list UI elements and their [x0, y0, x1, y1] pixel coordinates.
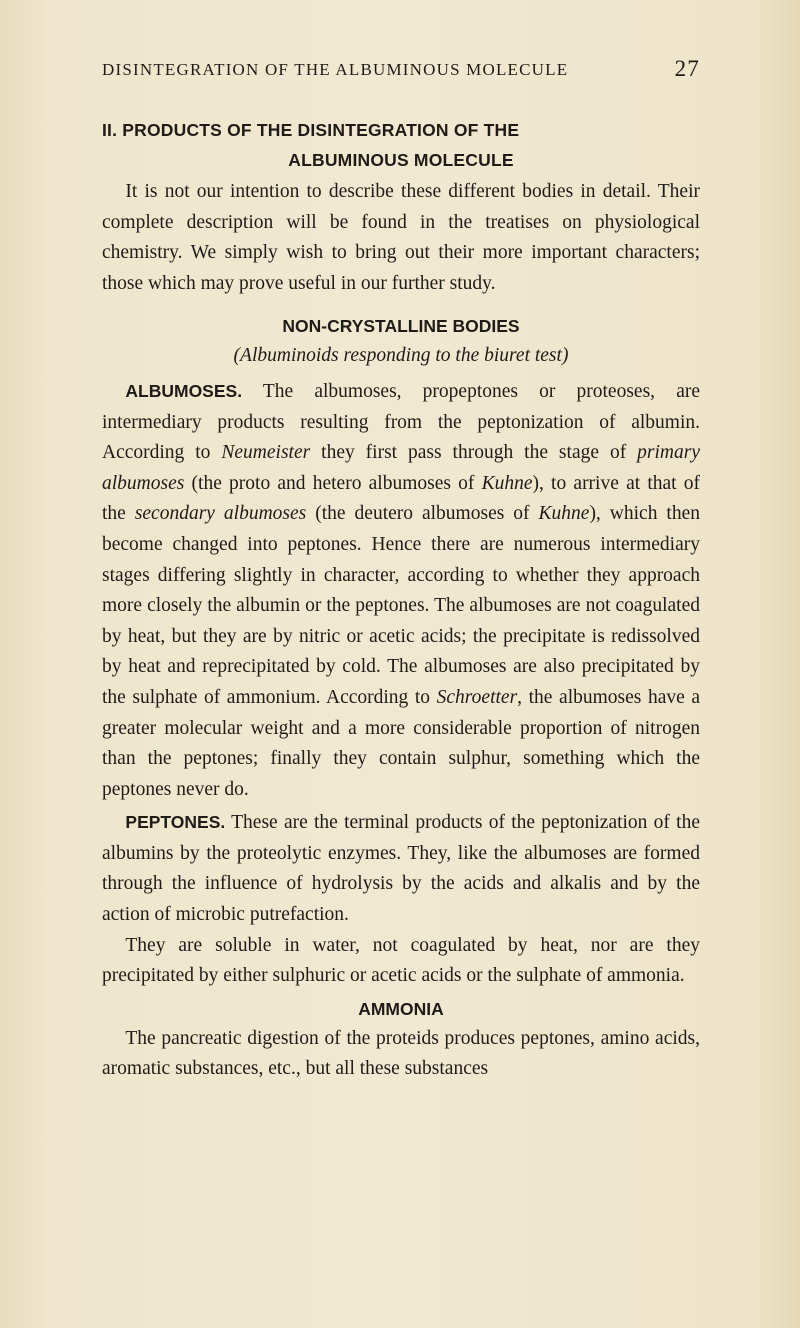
noncrystalline-heading: NON-CRYSTALLINE BODIES: [282, 316, 520, 337]
page-content: [102, 115, 700, 1085]
albumoses-text-3: (the proto and hetero albumoses of: [184, 472, 482, 494]
term-secondary-albumoses: secondary albumoses: [134, 503, 307, 525]
albumoses-text-5: (the deutero albumoses of: [306, 503, 539, 525]
albumoses-text-4: ), to arrive at that of the: [102, 472, 700, 525]
noncrystalline-subtitle: [102, 341, 700, 372]
peptones-paragraph: [102, 807, 700, 930]
subtitle-text: Albuminoids responding to the biuret test: [240, 345, 562, 367]
ammonia-heading: AMMONIA: [358, 998, 444, 1019]
peptones-text-1: These are the terminal products of the peptonization of the albumins by the proteolytic enzymes. They, like the albumoses are formed through the influence of hydrolysis by the acids and alkalis and by the action of microbic putrefaction.: [102, 812, 700, 926]
peptones-paragraph-2: They are soluble in water, not coagulated by heat, nor are they precipitated by either sulphuric or acetic acids or the sulphate of ammonia.: [102, 934, 700, 987]
author-schroetter: Schroetter: [436, 686, 518, 708]
section-title: [102, 115, 700, 175]
albumoses-text-6: ), which then become changed into peptones. Hence there are numerous intermediary stages differing slightly in character, according to whether they approach more closely the albumin or the peptones. The albumoses are not coagulated by heat, but they are by nitric or acetic acids; the precipitate is redissolved by heat and reprecipitated by cold. The albumoses are also precipitated by the sulphate of ammonium. According to: [102, 503, 700, 708]
author-neumeister: Neumeister: [221, 442, 311, 464]
albumoses-paragraph: [102, 376, 700, 805]
page-number: 27: [674, 56, 700, 81]
albumoses-lead: ALBUMOSES.: [125, 380, 243, 401]
subtitle-close-paren: ): [561, 345, 569, 367]
term-primary-albumoses: primary albumoses: [102, 442, 700, 494]
author-kuhne-2: Kuhne: [538, 503, 590, 525]
albumoses-text-7: , the albumoses have a greater molecular weight and a more considerable proportion of nitrogen than the peptones; finally they contain sulphur, something which the peptones never do.: [102, 686, 700, 800]
section-title-line-1: II. PRODUCTS OF THE DISINTEGRATION OF THE: [102, 120, 520, 140]
ammonia-paragraph: The pancreatic digestion of the proteids produces peptones, amino acids, aromatic substances, etc., but all these substances: [102, 1027, 700, 1080]
subtitle-open-paren: (: [233, 345, 241, 367]
albumoses-text-2: they first pass through the stage of: [310, 442, 638, 464]
author-kuhne-1: Kuhne: [481, 472, 533, 494]
albumoses-text-1: The albumoses, propeptones or proteoses, are intermediary products resulting from the peptonization of albumin. According to: [102, 380, 700, 464]
running-title: DISINTEGRATION OF THE ALBUMINOUS MOLECULE: [102, 60, 569, 79]
peptones-lead: PEPTONES.: [125, 812, 226, 833]
intro-paragraph: It is not our intention to describe these different bodies in detail. Their complete description will be found in the treatises on physiological chemistry. We simply wish to bring out their more important characters; those which may prove useful in our further study.: [102, 181, 700, 294]
section-title-line-2: ALBUMINOUS MOLECULE: [288, 150, 514, 170]
